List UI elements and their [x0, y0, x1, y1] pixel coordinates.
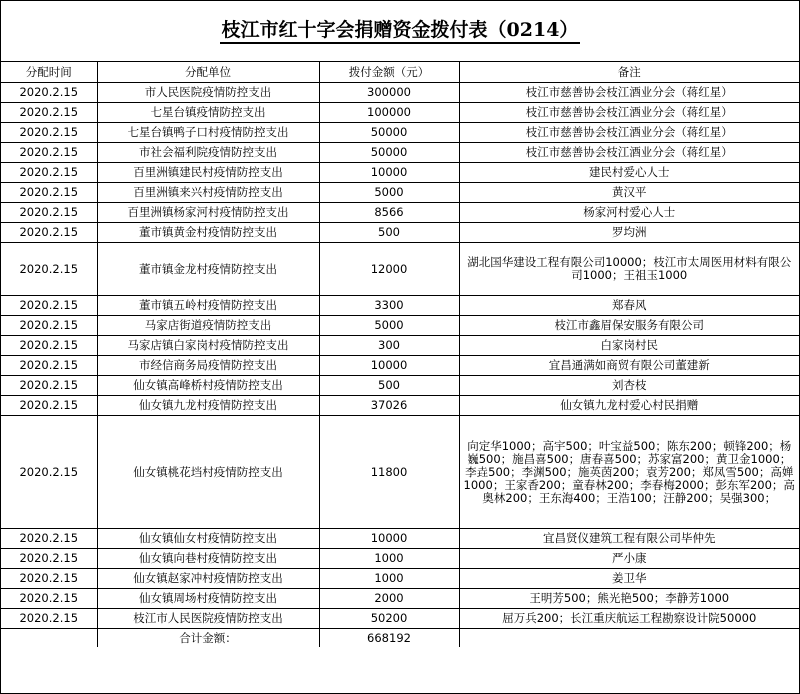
cell-time: 2020.2.15 [1, 316, 97, 336]
cell-note: 枝江市慈善协会枝江酒业分会（蒋红星） [459, 83, 799, 103]
table-row [1, 529, 799, 549]
cell-unit: 市经信商务局疫情防控支出 [97, 356, 319, 376]
cell-time: 2020.2.15 [1, 83, 97, 103]
cell-note: 枝江市慈善协会枝江酒业分会（蒋红星） [459, 123, 799, 143]
header-row [1, 62, 799, 83]
cell-amount: 5000 [319, 316, 459, 336]
table-row [1, 143, 799, 163]
cell-unit: 董市镇金龙村疫情防控支出 [97, 243, 319, 296]
cell-amount: 500 [319, 376, 459, 396]
table-row [1, 549, 799, 569]
cell-note: 向定华1000；高宇500；叶宝益500；陈东200；顿锋200；杨巍500；施昌喜500；唐春喜500；苏家富200；黄卫金1000；李垚500；李渊500；施英茵200；袁芳200；郑凤雪500；高婵1000；王家香200；童春林200；李春梅2000；彭东军200；高奥林200；王东海400；王浩100；汪静200；吴强300； [459, 416, 799, 529]
cell-amount: 10000 [319, 529, 459, 549]
cell-note: 严小康 [459, 549, 799, 569]
cell-unit: 董市镇五岭村疫情防控支出 [97, 296, 319, 316]
cell-time: 2020.2.15 [1, 376, 97, 396]
cell-unit: 马家店镇白家岗村疫情防控支出 [97, 336, 319, 356]
cell-note: 罗均洲 [459, 223, 799, 243]
table-row [1, 163, 799, 183]
cell-unit: 百里洲镇来兴村疫情防控支出 [97, 183, 319, 203]
total-row [1, 629, 799, 648]
cell-note: 宜昌通满如商贸有限公司董建新 [459, 356, 799, 376]
total-empty-cell [1, 629, 97, 648]
cell-unit: 七星台镇鸭子口村疫情防控支出 [97, 123, 319, 143]
cell-unit: 仙女镇高峰桥村疫情防控支出 [97, 376, 319, 396]
cell-unit: 七星台镇疫情防控支出 [97, 103, 319, 123]
cell-amount: 1000 [319, 569, 459, 589]
cell-time: 2020.2.15 [1, 609, 97, 629]
cell-note: 黄汉平 [459, 183, 799, 203]
cell-time: 2020.2.15 [1, 243, 97, 296]
cell-note: 枝江市慈善协会枝江酒业分会（蒋红星） [459, 143, 799, 163]
cell-note: 湖北国华建设工程有限公司10000；枝江市太周医用材料有限公司1000；王祖玉1000 [459, 243, 799, 296]
cell-unit: 百里洲镇建民村疫情防控支出 [97, 163, 319, 183]
table-row [1, 183, 799, 203]
total-amount: 668192 [319, 629, 459, 648]
cell-time: 2020.2.15 [1, 416, 97, 529]
cell-time: 2020.2.15 [1, 296, 97, 316]
cell-note: 王明芳500；熊光艳500；李静芳1000 [459, 589, 799, 609]
allocation-table [1, 62, 799, 647]
cell-unit: 市社会福利院疫情防控支出 [97, 143, 319, 163]
cell-amount: 8566 [319, 203, 459, 223]
table-row [1, 316, 799, 336]
table-row [1, 416, 799, 529]
cell-amount: 50000 [319, 143, 459, 163]
cell-time: 2020.2.15 [1, 549, 97, 569]
cell-amount: 50000 [319, 123, 459, 143]
cell-unit: 董市镇黄金村疫情防控支出 [97, 223, 319, 243]
table-row [1, 83, 799, 103]
cell-amount: 3300 [319, 296, 459, 316]
cell-amount: 37026 [319, 396, 459, 416]
table-row [1, 589, 799, 609]
header-unit: 分配单位 [97, 62, 319, 83]
cell-unit: 仙女镇周场村疫情防控支出 [97, 589, 319, 609]
cell-time: 2020.2.15 [1, 123, 97, 143]
cell-unit: 仙女镇九龙村疫情防控支出 [97, 396, 319, 416]
cell-note: 枝江市鑫眉保安服务有限公司 [459, 316, 799, 336]
cell-time: 2020.2.15 [1, 529, 97, 549]
cell-time: 2020.2.15 [1, 183, 97, 203]
table-row [1, 376, 799, 396]
cell-unit: 枝江市人民医院疫情防控支出 [97, 609, 319, 629]
table-row [1, 103, 799, 123]
cell-note: 姜卫华 [459, 569, 799, 589]
cell-note: 刘杏枝 [459, 376, 799, 396]
table-row [1, 396, 799, 416]
header-time: 分配时间 [1, 62, 97, 83]
cell-note: 屈万兵200；长江重庆航运工程勘察设计院50000 [459, 609, 799, 629]
cell-amount: 2000 [319, 589, 459, 609]
cell-note: 郑春风 [459, 296, 799, 316]
cell-unit: 马家店街道疫情防控支出 [97, 316, 319, 336]
cell-amount: 300 [319, 336, 459, 356]
cell-time: 2020.2.15 [1, 203, 97, 223]
table-row [1, 243, 799, 296]
cell-note: 杨家河村爱心人士 [459, 203, 799, 223]
cell-note: 仙女镇九龙村爱心村民捐赠 [459, 396, 799, 416]
cell-amount: 100000 [319, 103, 459, 123]
cell-amount: 50200 [319, 609, 459, 629]
cell-unit: 仙女镇桃花垱村疫情防控支出 [97, 416, 319, 529]
cell-time: 2020.2.15 [1, 569, 97, 589]
cell-amount: 1000 [319, 549, 459, 569]
cell-unit: 市人民医院疫情防控支出 [97, 83, 319, 103]
header-amount: 拨付金额（元） [319, 62, 459, 83]
cell-time: 2020.2.15 [1, 336, 97, 356]
cell-note: 建民村爱心人士 [459, 163, 799, 183]
cell-amount: 10000 [319, 356, 459, 376]
table-row [1, 356, 799, 376]
cell-unit: 仙女镇向巷村疫情防控支出 [97, 549, 319, 569]
table-row [1, 223, 799, 243]
total-note-empty-cell [459, 629, 799, 648]
total-label: 合计金额： [97, 629, 319, 648]
cell-amount: 500 [319, 223, 459, 243]
header-note: 备注 [459, 62, 799, 83]
cell-time: 2020.2.15 [1, 223, 97, 243]
cell-amount: 12000 [319, 243, 459, 296]
cell-time: 2020.2.15 [1, 589, 97, 609]
cell-amount: 5000 [319, 183, 459, 203]
cell-time: 2020.2.15 [1, 103, 97, 123]
title-row [1, 1, 799, 62]
cell-note: 白家岗村民 [459, 336, 799, 356]
table-row [1, 336, 799, 356]
cell-note: 枝江市慈善协会枝江酒业分会（蒋红星） [459, 103, 799, 123]
cell-amount: 10000 [319, 163, 459, 183]
table-row [1, 123, 799, 143]
table-row [1, 296, 799, 316]
cell-unit: 仙女镇仙女村疫情防控支出 [97, 529, 319, 549]
cell-time: 2020.2.15 [1, 143, 97, 163]
table-row [1, 609, 799, 629]
cell-time: 2020.2.15 [1, 396, 97, 416]
cell-note: 宜昌贤仪建筑工程有限公司毕仲先 [459, 529, 799, 549]
table-row [1, 569, 799, 589]
cell-unit: 仙女镇赵家冲村疫情防控支出 [97, 569, 319, 589]
cell-unit: 百里洲镇杨家河村疫情防控支出 [97, 203, 319, 223]
cell-amount: 11800 [319, 416, 459, 529]
cell-time: 2020.2.15 [1, 163, 97, 183]
cell-time: 2020.2.15 [1, 356, 97, 376]
page-title: 枝江市红十字会捐赠资金拨付表（0214） [220, 19, 581, 44]
table-row [1, 203, 799, 223]
cell-amount: 300000 [319, 83, 459, 103]
